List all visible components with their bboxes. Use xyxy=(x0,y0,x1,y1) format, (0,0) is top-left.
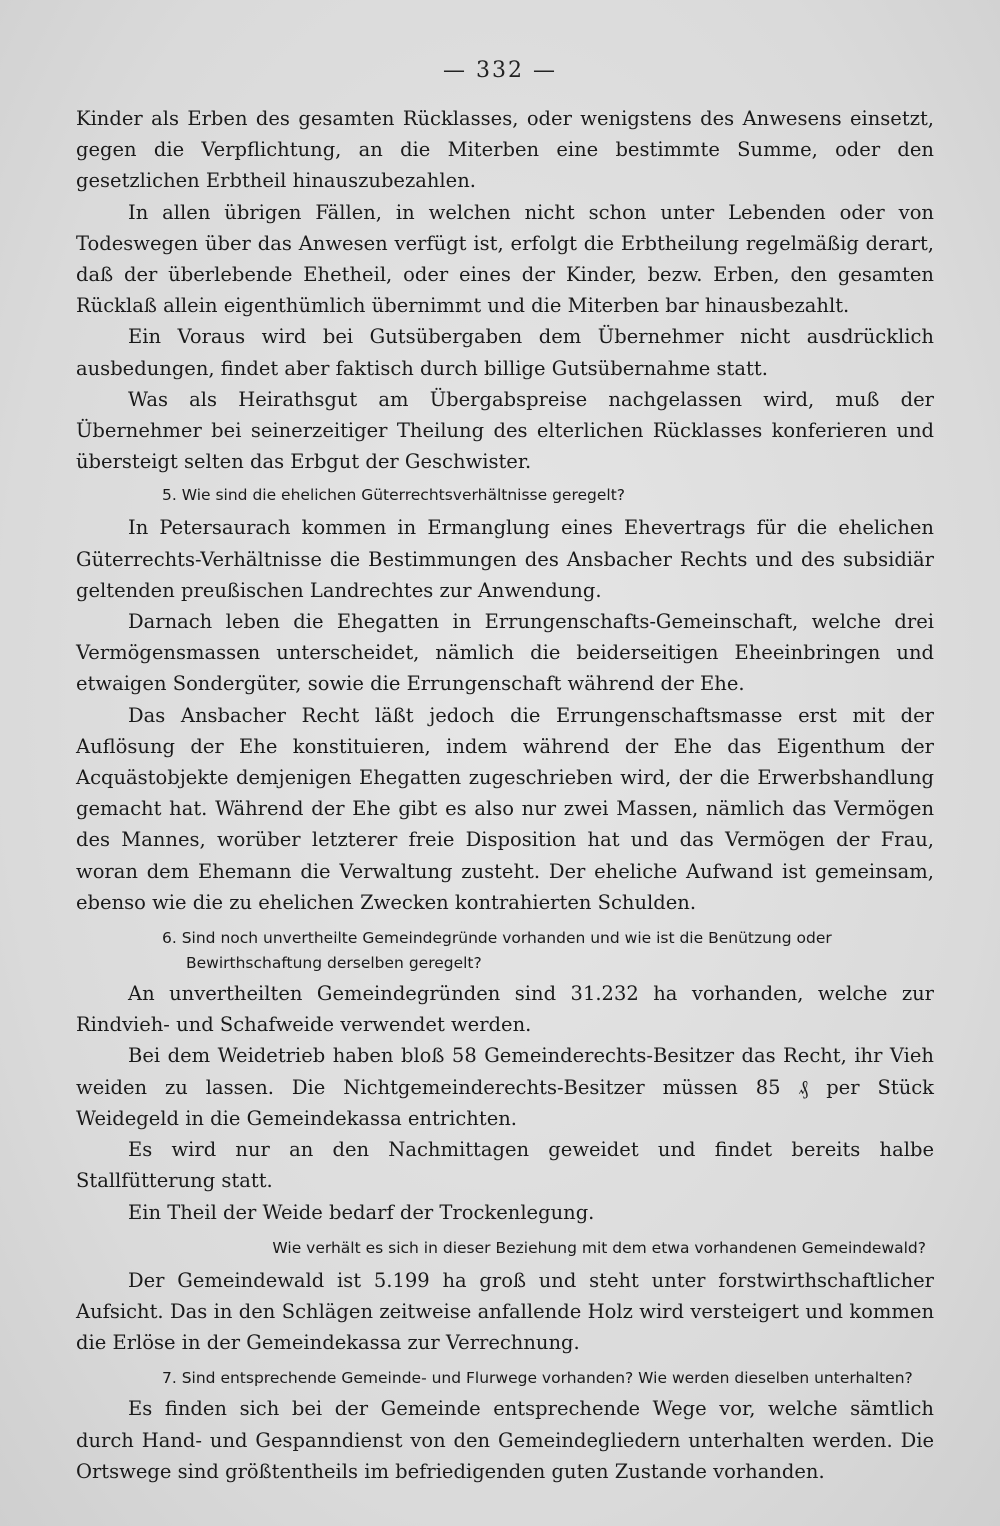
question-heading-5: 5. Wie sind die ehelichen Güterrechtsverhältnisse geregelt? xyxy=(162,486,625,505)
paragraph: Darnach leben die Ehegatten in Errungenschafts-Gemeinschaft, welche drei Vermögensmassen unterscheidet, nämlich die beiderseitigen Eheeinbringen und etwaigen Sondergüter, sowie die Errungenschaft während der Ehe. xyxy=(76,610,934,696)
paragraph: Das Ansbacher Recht läßt jedoch die Errungenschaftsmasse erst mit der Auflösung der Ehe konstituieren, indem während der Ehe das Eigenthum der Acquästobjekte demjenigen Ehegatten zugeschrieben wird, der die Erwerbshandlung gemacht hat. Während der Ehe gibt es also nur zwei Massen, nämlich das Vermögen des Mannes, worüber letzterer freie Disposition hat und das Vermögen der Frau, woran dem Ehemann die Verwaltung zusteht. Der eheliche Aufwand ist gemeinsam, ebenso wie die zu ehelichen Zwecken kontrahierten Schulden. xyxy=(76,703,934,914)
page-body xyxy=(76,103,934,1487)
question-heading-gemeindewald: Wie verhält es sich in dieser Beziehung mit dem etwa vorhandenen Gemeindewald? xyxy=(272,1238,926,1257)
paragraph: Was als Heirathsgut am Übergabspreise nachgelassen wird, muß der Übernehmer bei seinerzeitiger Theilung des elterlichen Rücklasses konferieren und übersteigt selten das Erbgut der Geschwister. xyxy=(76,387,934,474)
paragraph: Bei dem Weidetrieb haben bloß 58 Gemeinderechts-Besitzer das Recht, ihr Vieh weiden zu lassen. Die Nichtgemeinderechts-Besitzer müssen 85 ₰ per Stück Weidegeld in die Gemeindekassa entrichten. xyxy=(76,1044,934,1130)
paragraph: In allen übrigen Fällen, in welchen nicht schon unter Lebenden oder von Todeswegen über das Anwesen verfügt ist, erfolgt die Erbtheilung regelmäßig derart, daß der überlebende Ehetheil, oder eines der Kinder, bezw. Erben, den gesamten Rücklaß allein eigenthümlich übernimmt und die Miterben bar hinausbezahlt. xyxy=(76,200,934,318)
question-heading-6: 6. Sind noch unvertheilte Gemeindegründe vorhanden und wie ist die Benützung oder Bewirthschaftung derselben geregelt? xyxy=(162,929,832,973)
paragraph: In Petersaurach kommen in Ermanglung eines Ehevertrags für die ehelichen Güterrechts-Verhältnisse die Bestimmungen des Ansbacher Rechts und des subsidiär geltenden preußischen Landrechtes zur Anwendung. xyxy=(76,516,934,602)
paragraph: Kinder als Erben des gesamten Rücklasses, oder wenigstens des Anwesens einsetzt, gegen die Verpflichtung, an die Miterben eine bestimmte Summe, oder den gesetzlichen Erbtheil hinauszubezahlen. xyxy=(76,107,934,193)
paragraph: Es wird nur an den Nachmittagen geweidet und findet bereits halbe Stallfütterung statt. xyxy=(76,1138,934,1193)
question-heading-7: 7. Sind entsprechende Gemeinde- und Flurwege vorhanden? Wie werden dieselben unterhalten? xyxy=(162,1369,913,1388)
paragraph: An unvertheilten Gemeindegründen sind 31.232 ha vorhanden, welche zur Rindvieh- und Schafweide verwendet werden. xyxy=(76,982,934,1037)
paragraph: Ein Voraus wird bei Gutsübergaben dem Übernehmer nicht ausdrücklich ausbedungen, findet aber faktisch durch billige Gutsübernahme statt. xyxy=(76,325,934,380)
paragraph: Ein Theil der Weide bedarf der Trockenlegung. xyxy=(128,1200,595,1224)
paragraph: Es finden sich bei der Gemeinde entsprechende Wege vor, welche sämtlich durch Hand- und Gespanndienst von den Gemeindegliedern unterhalten werden. Die Ortswege sind größtentheils im befriedigenden guten Zustande vorhanden. xyxy=(76,1397,934,1483)
page-number: — 332 — xyxy=(443,58,557,83)
paragraph: Der Gemeindewald ist 5.199 ha groß und steht unter forstwirthschaftlicher Aufsicht. Das in den Schlägen zeitweise anfallende Holz wird versteigert und kommen die Erlöse in der Gemeindekassa zur Verrechnung. xyxy=(76,1268,934,1355)
